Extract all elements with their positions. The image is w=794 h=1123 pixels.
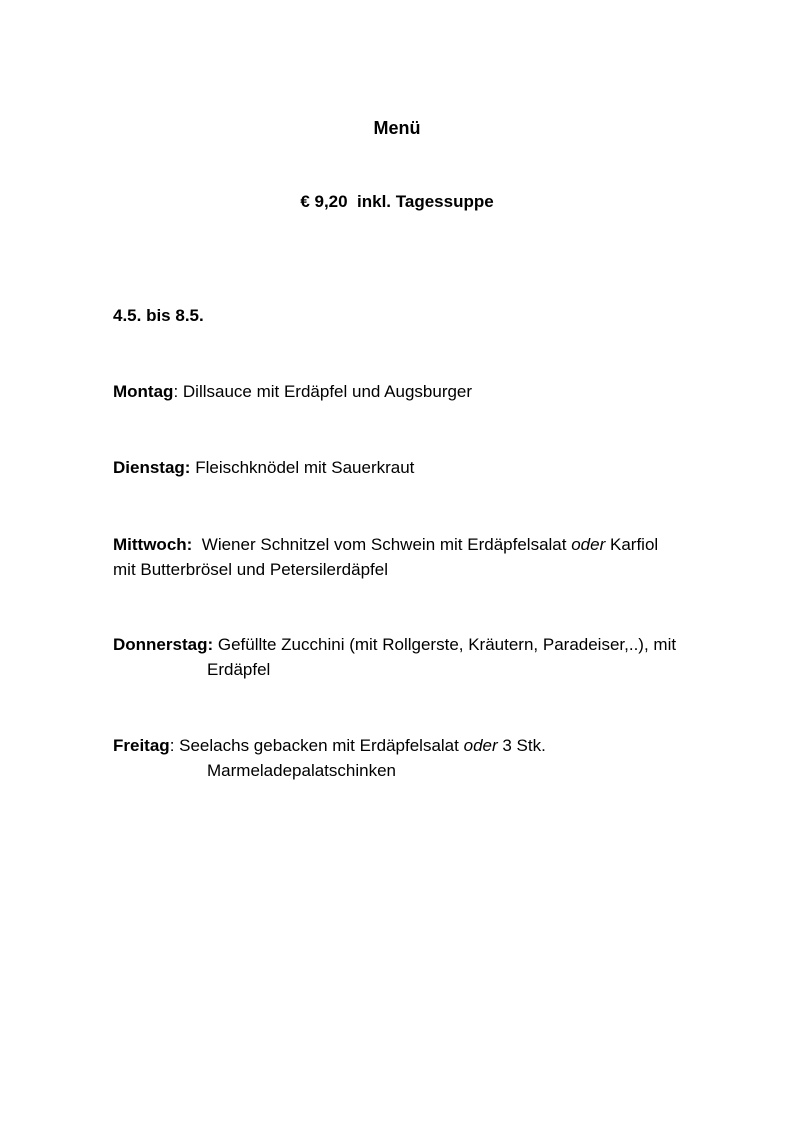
dish-mittwoch-b: Karfiol (609, 535, 659, 554)
freitag-line-1 (113, 733, 753, 758)
day-name-montag: Montag (113, 382, 174, 401)
dish-dienstag: Fleischknödel mit Sauerkraut (195, 458, 415, 477)
dish-montag: Dillsauce mit Erdäpfel und Augsburger (182, 382, 473, 401)
day-separator: : (169, 736, 180, 755)
day-entry-freitag (113, 733, 753, 783)
day-entry-dienstag (113, 455, 753, 480)
oder-mittwoch: oder (571, 535, 606, 554)
day-entry-mittwoch (113, 532, 753, 582)
date-range: 4.5. bis 8.5. (113, 306, 204, 325)
dish-donnerstag: Gefüllte Zucchini (mit Rollgerste, Kräutern, Paradeiser,..), mit (217, 635, 677, 654)
day-separator (192, 535, 201, 554)
day-separator: : (173, 382, 183, 401)
day-name-donnerstag: Donnerstag: (113, 635, 214, 654)
dish-freitag-a: Seelachs gebacken mit Erdäpfelsalat (179, 736, 459, 755)
oder-freitag: oder (463, 736, 498, 755)
day-name-freitag: Freitag (113, 736, 170, 755)
donnerstag-line-1 (113, 632, 753, 657)
dish-mittwoch-a: Wiener Schnitzel vom Schwein mit Erdäpfelsalat (201, 535, 567, 554)
dish-mittwoch-b-cont: mit Butterbrösel und Petersilerdäpfel (113, 560, 388, 579)
dish-freitag-b: 3 Stk. (502, 736, 546, 755)
day-entry-donnerstag (113, 632, 753, 682)
dish-donnerstag-cont: Erdäpfel (207, 660, 271, 679)
day-entry-montag (113, 379, 753, 404)
mittwoch-line-1 (113, 532, 753, 557)
menu-title: Menü (373, 118, 421, 138)
day-name-mittwoch: Mittwoch: (113, 535, 193, 554)
dish-freitag-b-cont: Marmeladepalatschinken (207, 761, 396, 780)
day-name-dienstag: Dienstag: (113, 458, 191, 477)
price-line: € 9,20 inkl. Tagessuppe (300, 192, 494, 211)
